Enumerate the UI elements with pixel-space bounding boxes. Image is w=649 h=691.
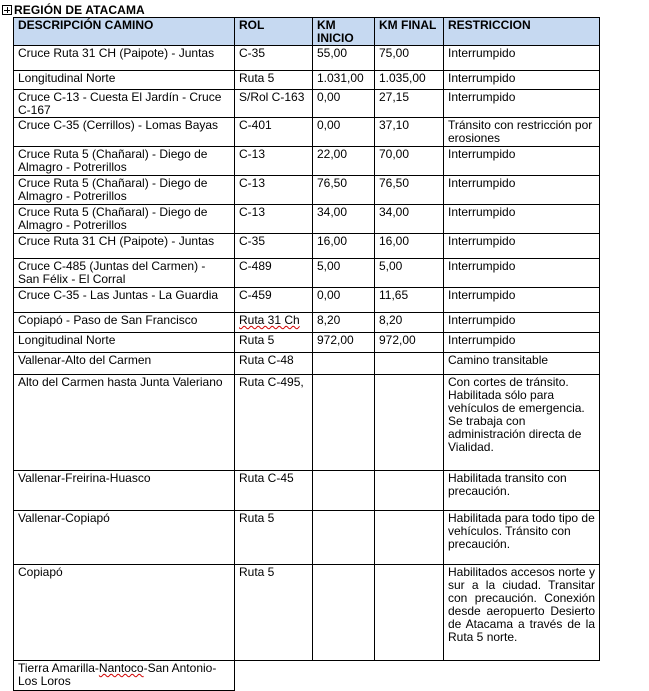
cell-km-final: 76,50: [375, 176, 444, 205]
cell-rol: S/Rol C-163: [235, 90, 313, 118]
cell-rol: Ruta C-495,: [235, 375, 313, 471]
table-row: [14, 375, 600, 471]
cell-km-final: 8,20: [375, 313, 444, 333]
cell-km-final: 37,10: [375, 118, 444, 147]
cell-restriccion: Interrumpido: [444, 288, 600, 313]
cell-restriccion: Habilitados accesos norte y sur a la ciudad. Transitar con precaución. Conexión desde aeropuerto Desierto de Atacama a través de la Ruta 5 norte.: [444, 565, 600, 661]
table-row: [14, 205, 600, 234]
cell-km-inicio: 22,00: [313, 147, 375, 176]
table-row: [14, 176, 600, 205]
cell-descripcion: Copiapó: [14, 565, 235, 661]
table-move-handle-icon[interactable]: [2, 5, 12, 15]
empty-cell: [235, 661, 313, 691]
cell-rol: C-489: [235, 259, 313, 288]
cell-km-inicio: [313, 511, 375, 565]
cell-descripcion: Vallenar-Copiapó: [14, 511, 235, 565]
cell-km-inicio: 972,00: [313, 333, 375, 353]
cell-km-inicio: 34,00: [313, 205, 375, 234]
cell-rol: C-35: [235, 46, 313, 71]
cell-km-final: [375, 565, 444, 661]
cell-km-inicio: [313, 471, 375, 511]
table-row: [14, 661, 600, 691]
cell-km-inicio: 8,20: [313, 313, 375, 333]
cell-descripcion: [14, 661, 235, 691]
cell-km-final: 34,00: [375, 205, 444, 234]
cell-rol: Ruta 5: [235, 565, 313, 661]
cell-restriccion: Interrumpido: [444, 259, 600, 288]
empty-cell: [375, 661, 444, 691]
cell-restriccion: Interrumpido: [444, 176, 600, 205]
table-row: [14, 234, 600, 259]
table-row: [14, 313, 600, 333]
header-km-inicio: KM INICIO: [313, 18, 375, 46]
cell-descripcion: Vallenar-Freirina-Huasco: [14, 471, 235, 511]
cell-km-final: [375, 375, 444, 471]
cell-descripcion: Longitudinal Norte: [14, 71, 235, 90]
cell-rol: [235, 313, 313, 333]
cell-km-inicio: 0,00: [313, 118, 375, 147]
cell-km-final: [375, 511, 444, 565]
cell-rol: Ruta 5: [235, 71, 313, 90]
cell-km-inicio: 5,00: [313, 259, 375, 288]
cell-descripcion: Cruce Ruta 5 (Chañaral) - Diego de Almagro - Potrerillos: [14, 147, 235, 176]
cell-rol: C-35: [235, 234, 313, 259]
cell-restriccion: Interrumpido: [444, 333, 600, 353]
cell-rol: C-13: [235, 176, 313, 205]
cell-km-final: 972,00: [375, 333, 444, 353]
cell-rol: C-13: [235, 147, 313, 176]
cell-descripcion: Longitudinal Norte: [14, 333, 235, 353]
cell-descripcion: Cruce C-35 (Cerrillos) - Lomas Bayas: [14, 118, 235, 147]
empty-cell: [444, 661, 600, 691]
cell-descripcion: Alto del Carmen hasta Junta Valeriano: [14, 375, 235, 471]
cell-restriccion: Interrumpido: [444, 147, 600, 176]
cell-restriccion: Con cortes de tránsito. Habilitada sólo para vehículos de emergencia. Se trabaja con administración directa de Vialidad.: [444, 375, 600, 471]
cell-km-final: 70,00: [375, 147, 444, 176]
cell-km-inicio: 55,00: [313, 46, 375, 71]
cell-rol: C-401: [235, 118, 313, 147]
table-row: [14, 46, 600, 71]
header-restriccion: RESTRICCION: [444, 18, 600, 46]
cell-rol: Ruta C-48: [235, 353, 313, 375]
cell-km-final: 16,00: [375, 234, 444, 259]
cell-km-inicio: 0,00: [313, 90, 375, 118]
cell-rol: Ruta 5: [235, 333, 313, 353]
spellcheck-underline-text: Nantoco: [98, 661, 144, 675]
region-heading: [2, 3, 145, 17]
cell-descripcion: Cruce Ruta 5 (Chañaral) - Diego de Almagro - Potrerillos: [14, 205, 235, 234]
cell-restriccion: Interrumpido: [444, 46, 600, 71]
cell-restriccion: Tránsito con restricción por erosiones: [444, 118, 600, 147]
cell-restriccion: Interrumpido: [444, 205, 600, 234]
cell-rol: Ruta 5: [235, 511, 313, 565]
table-row: [14, 353, 600, 375]
cell-descripcion: Cruce Ruta 31 CH (Paipote) - Juntas: [14, 234, 235, 259]
table-row: [14, 147, 600, 176]
cell-km-inicio: 1.031,00: [313, 71, 375, 90]
table-row: [14, 511, 600, 565]
cell-descripcion: Cruce Ruta 31 CH (Paipote) - Juntas: [14, 46, 235, 71]
header-descripcion: DESCRIPCIÓN CAMINO: [14, 18, 235, 46]
cell-km-final: [375, 353, 444, 375]
header-rol: ROL: [235, 18, 313, 46]
table-row: [14, 118, 600, 147]
cell-km-final: 11,65: [375, 288, 444, 313]
cell-km-final: 5,00: [375, 259, 444, 288]
cell-restriccion: Interrumpido: [444, 313, 600, 333]
table-row: [14, 288, 600, 313]
cell-descripcion: Cruce Ruta 5 (Chañaral) - Diego de Almagro - Potrerillos: [14, 176, 235, 205]
cell-restriccion: Interrumpido: [444, 90, 600, 118]
cell-rol: C-459: [235, 288, 313, 313]
cell-restriccion: Camino transitable: [444, 353, 600, 375]
cell-restriccion: Habilitada transito con precaución.: [444, 471, 600, 511]
cell-km-inicio: 76,50: [313, 176, 375, 205]
cell-descripcion: Cruce C-13 - Cuesta El Jardín - Cruce C-167: [14, 90, 235, 118]
last-row-text-tail: -San Antonio-Los Loros: [18, 661, 217, 688]
table-row: [14, 259, 600, 288]
cell-km-final: 1.035,00: [375, 71, 444, 90]
cell-descripcion: Cruce C-35 - Las Juntas - La Guardia: [14, 288, 235, 313]
cell-km-inicio: [313, 353, 375, 375]
table-row: [14, 71, 600, 90]
empty-cell: [313, 661, 375, 691]
spellcheck-underline-text: Ruta 31 Ch: [239, 313, 300, 327]
cell-rol: C-13: [235, 205, 313, 234]
table-row: [14, 90, 600, 118]
table-row: [14, 333, 600, 353]
region-title: REGIÓN DE ATACAMA: [14, 3, 145, 17]
table-header-row: [14, 18, 600, 46]
roads-table: [13, 17, 600, 691]
cell-km-inicio: [313, 565, 375, 661]
cell-km-inicio: [313, 375, 375, 471]
cell-restriccion: Interrumpido: [444, 234, 600, 259]
cell-km-inicio: 0,00: [313, 288, 375, 313]
cell-descripcion: Copiapó - Paso de San Francisco: [14, 313, 235, 333]
table-row: [14, 471, 600, 511]
table-row: [14, 565, 600, 661]
cell-restriccion: Interrumpido: [444, 71, 600, 90]
cell-km-final: [375, 471, 444, 511]
cell-km-final: 27,15: [375, 90, 444, 118]
last-row-text-lead: Tierra Amarilla-: [18, 661, 99, 675]
cell-restriccion: Habilitada para todo tipo de vehículos. Tránsito con precaución.: [444, 511, 600, 565]
cell-descripcion: Cruce C-485 (Juntas del Carmen) - San Félix - El Corral: [14, 259, 235, 288]
cell-rol: Ruta C-45: [235, 471, 313, 511]
cell-descripcion: Vallenar-Alto del Carmen: [14, 353, 235, 375]
header-km-final: KM FINAL: [375, 18, 444, 46]
cell-km-inicio: 16,00: [313, 234, 375, 259]
cell-km-final: 75,00: [375, 46, 444, 71]
